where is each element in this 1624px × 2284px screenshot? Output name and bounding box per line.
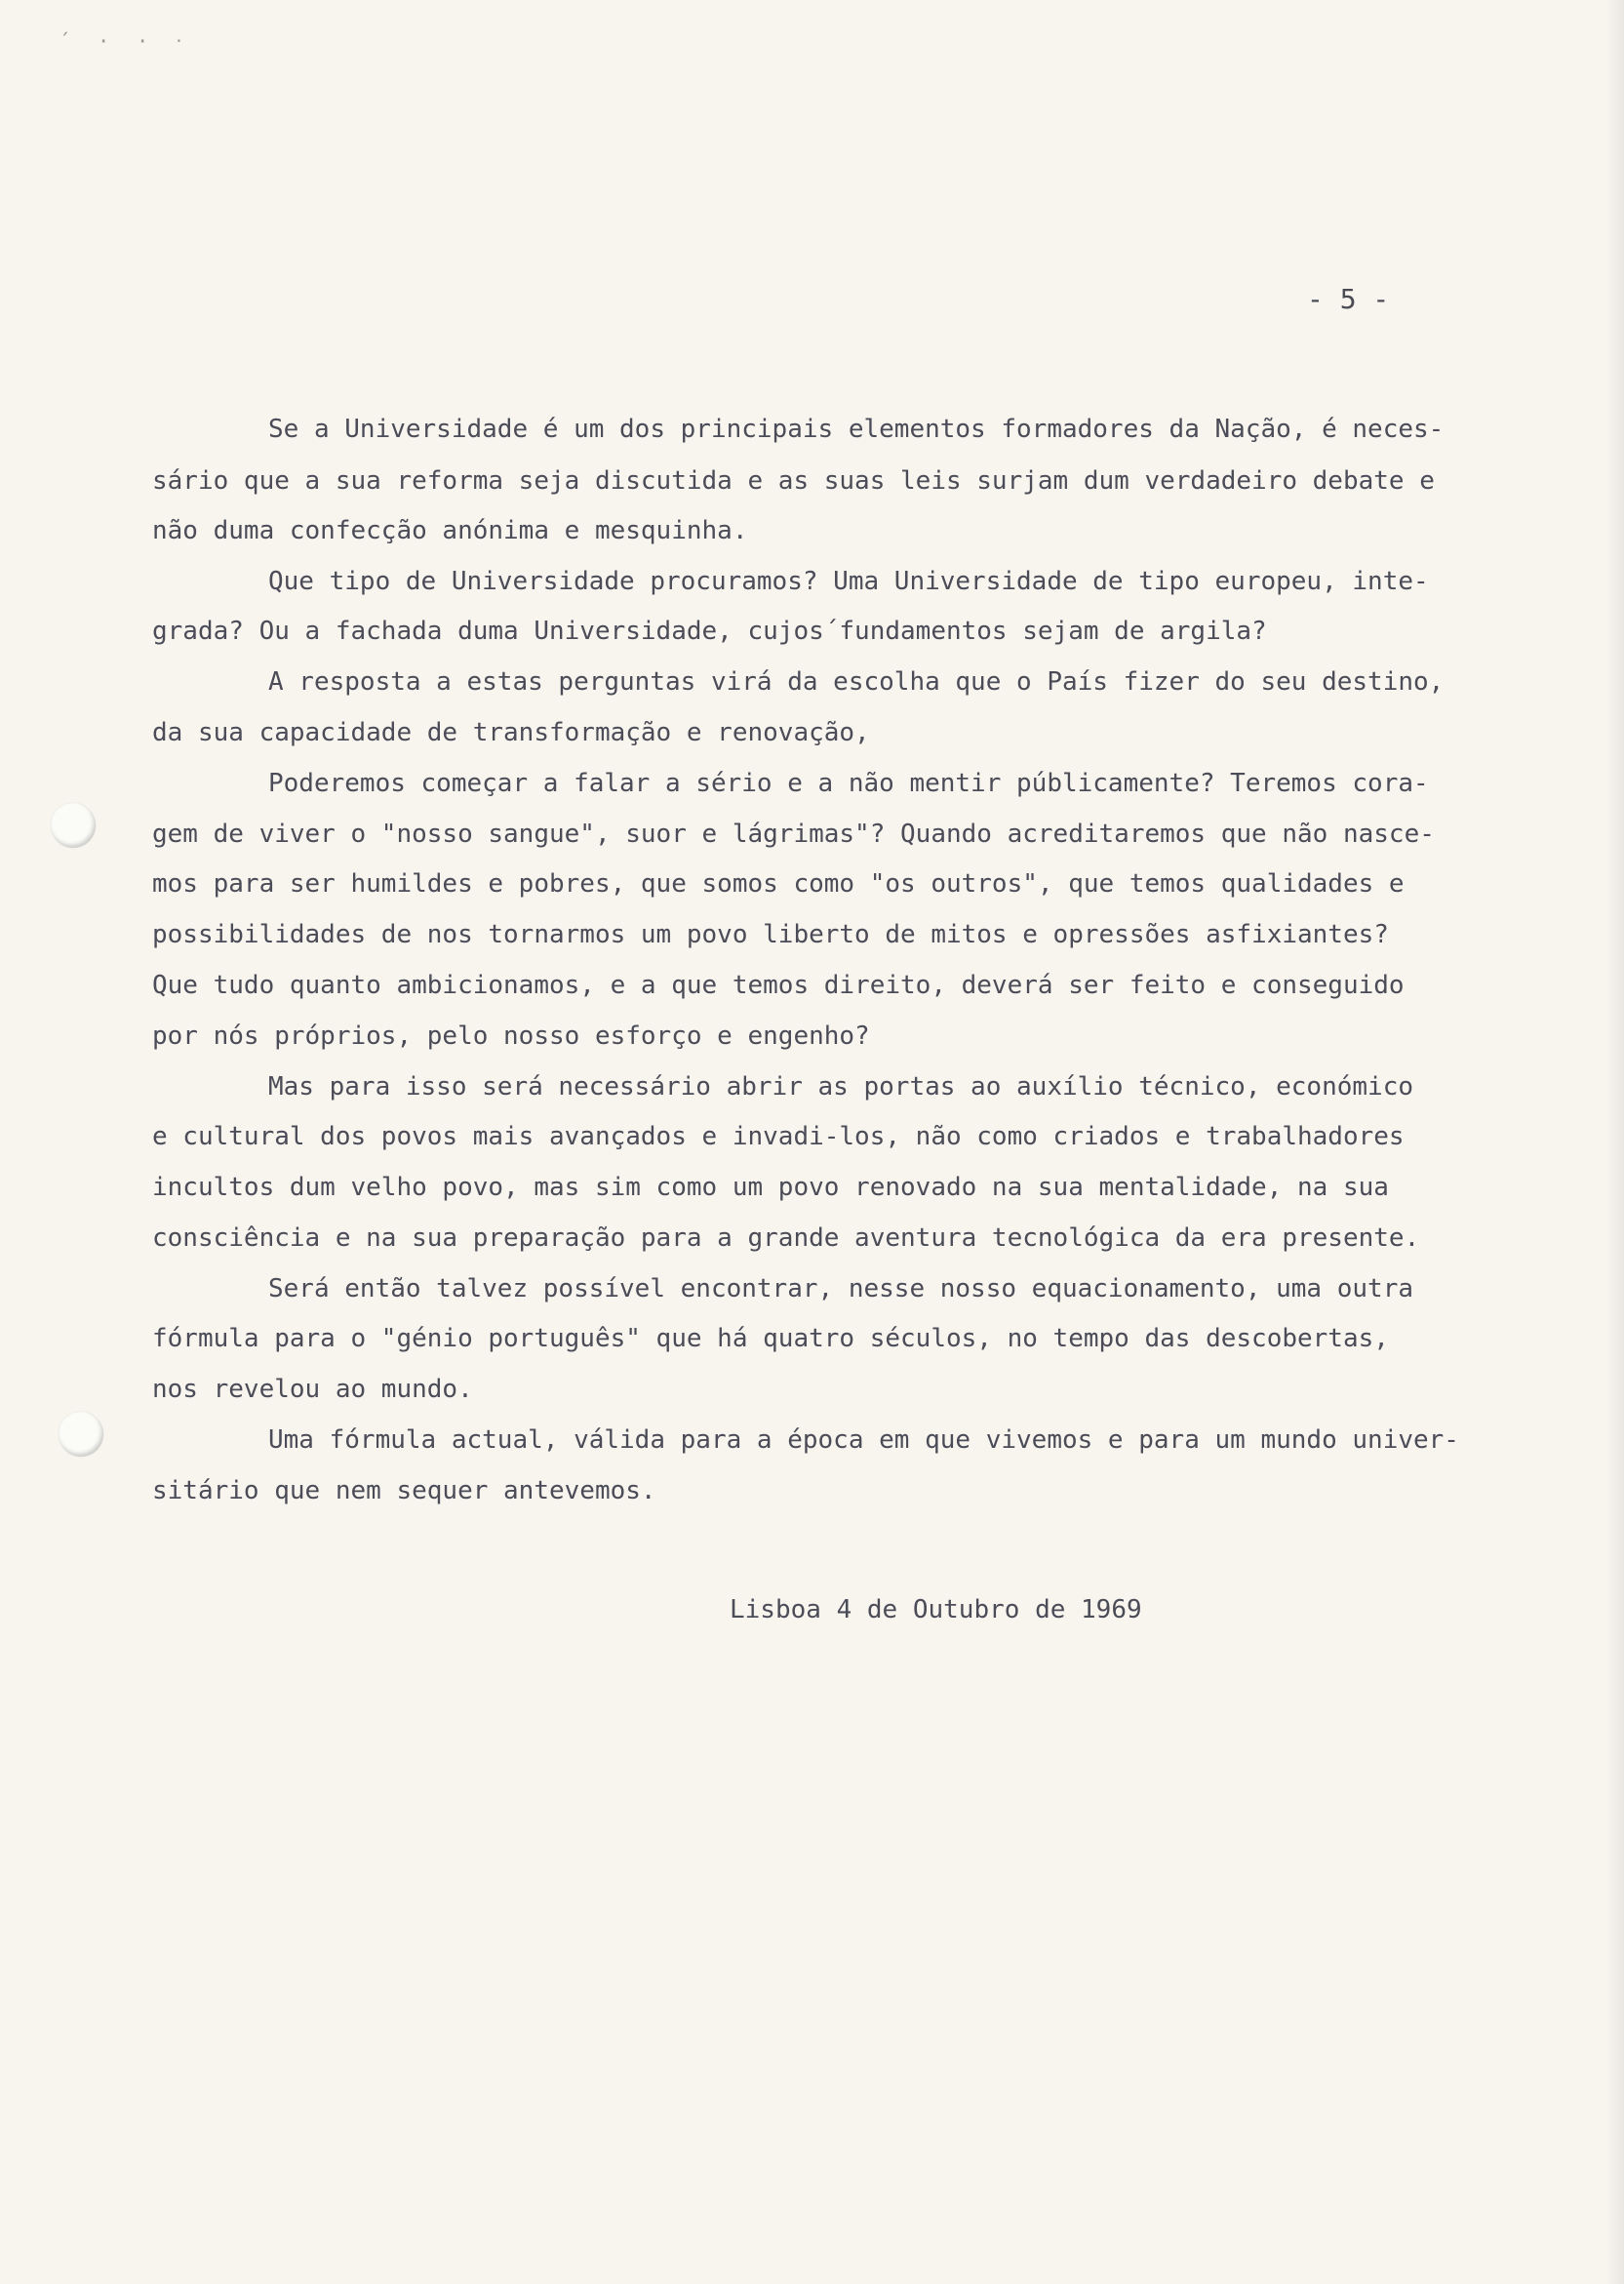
text-line: Uma fórmula actual, válida para a época em que vivemos e para um mundo univer- (268, 1425, 1459, 1455)
text-line: incultos dum velho povo, mas sim como um povo renovado na sua mentalidade, na sua (152, 1173, 1389, 1202)
text-line: Que tudo quanto ambicionamos, e a que temos direito, deverá ser feito e conseguido (152, 971, 1405, 1000)
text-line: Se a Universidade é um dos principais elementos formadores da Nação, é neces- (268, 415, 1445, 444)
punch-hole-icon (51, 803, 96, 848)
text-line: da sua capacidade de transformação e renovação, (152, 718, 870, 747)
text-line: possibilidades de nos tornarmos um povo liberto de mitos e opressões asfixiantes? (152, 920, 1389, 949)
text-line: Mas para isso será necessário abrir as portas ao auxílio técnico, económico (268, 1072, 1413, 1102)
text-line: nos revelou ao mundo. (152, 1375, 473, 1404)
page-edge-shadow (1606, 0, 1624, 2284)
text-line: Será então talvez possível encontrar, nesse nosso equacionamento, uma outra (268, 1274, 1413, 1303)
text-line: por nós próprios, pelo nosso esforço e engenho? (152, 1022, 870, 1051)
punch-hole-icon (59, 1412, 103, 1457)
text-line: Poderemos começar a falar a sério e a não mentir públicamente? Teremos cora- (268, 769, 1429, 798)
text-line: A resposta a estas perguntas virá da escolha que o País fizer do seu destino, (268, 667, 1445, 697)
top-corner-marks: ´ · · ‧ (59, 29, 190, 53)
text-line: sário que a sua reforma seja discutida e as suas leis surjam dum verdadeiro debate e (152, 466, 1435, 496)
text-line: e cultural dos povos mais avançados e invadi-los, não como criados e trabalhadores (152, 1122, 1405, 1151)
text-line: sitário que nem sequer antevemos. (152, 1476, 656, 1505)
text-line: não duma confecção anónima e mesquinha. (152, 516, 748, 545)
page-number: - 5 - (1307, 283, 1390, 315)
text-line: grada? Ou a fachada duma Universidade, cujos´fundamentos sejam de argila? (152, 617, 1267, 646)
place-and-date: Lisboa 4 de Outubro de 1969 (730, 1595, 1142, 1624)
text-line: mos para ser humildes e pobres, que somos como "os outros", que temos qualidades e (152, 869, 1405, 899)
text-line: fórmula para o "génio português" que há quatro séculos, no tempo das descobertas, (152, 1324, 1389, 1353)
text-line: Que tipo de Universidade procuramos? Uma Universidade de tipo europeu, inte- (268, 567, 1429, 596)
text-line: consciência e na sua preparação para a grande aventura tecnológica da era presente. (152, 1223, 1420, 1253)
text-line: gem de viver o "nosso sangue", suor e lágrimas"? Quando acreditaremos que não nasce- (152, 820, 1435, 849)
